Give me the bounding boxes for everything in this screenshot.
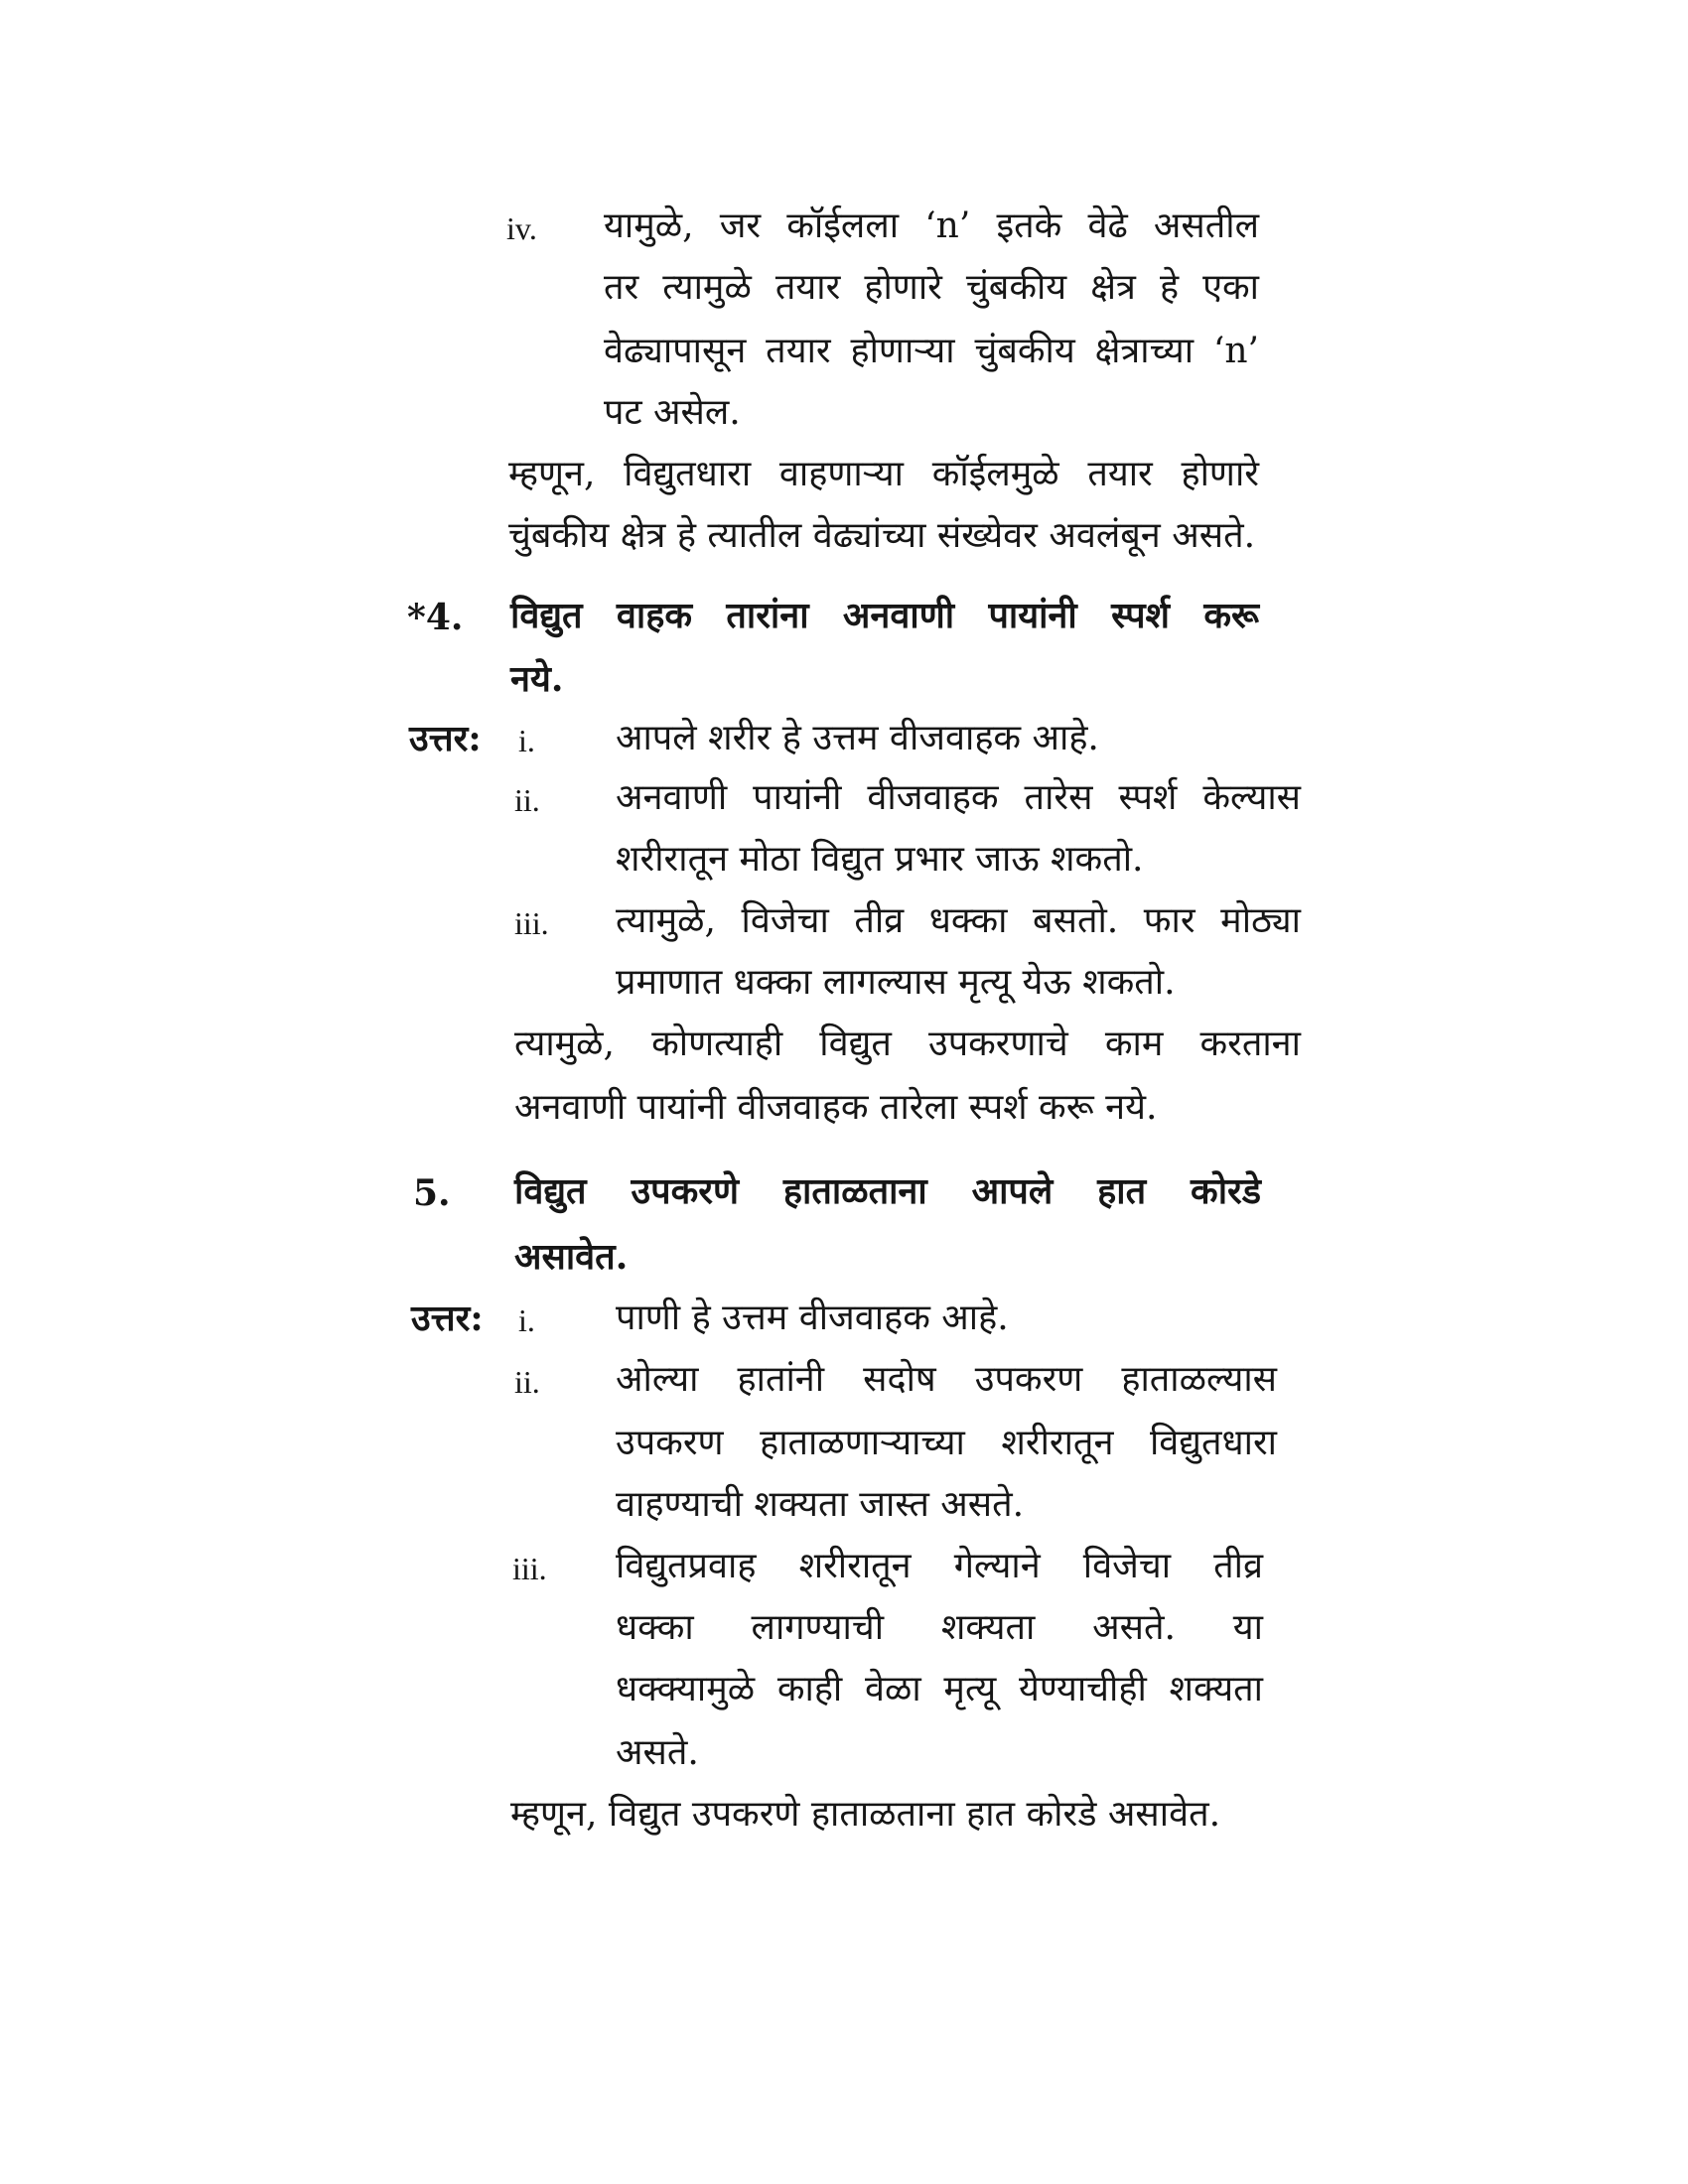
- text-line: तर त्यामुळे तयार होणारे चुंबकीय क्षेत्र हे एका: [604, 267, 1259, 308]
- list-marker: iii.: [514, 905, 549, 941]
- conclusion-line: म्हणून, विद्युत उपकरणे हाताळताना हात कोरडे असावेत.: [510, 1794, 1221, 1835]
- text-line: आपले शरीर हे उत्तम वीजवाहक आहे.: [616, 718, 1099, 758]
- text-line: वाहण्याची शक्यता जास्त असते.: [616, 1484, 1025, 1525]
- list-marker: i.: [518, 723, 535, 758]
- question-number-5: 5.: [413, 1172, 451, 1214]
- list-marker-iv: iv.: [506, 210, 537, 246]
- conclusion-line: म्हणून, विद्युतधारा वाहणाऱ्या कॉईलमुळे तयार होणारे: [508, 454, 1259, 494]
- question-heading: असावेत.: [514, 1236, 629, 1278]
- conclusion-line: अनवाणी पायांनी वीजवाहक तारेला स्पर्श करू नये.: [514, 1087, 1158, 1128]
- text-line: पाणी हे उत्तम वीजवाहक आहे.: [616, 1297, 1009, 1338]
- text-line: अनवाणी पायांनी वीजवाहक तारेस स्पर्श केल्यास: [616, 777, 1301, 818]
- question-heading: विद्युत उपकरणे हाताळताना आपले हात कोरडे: [514, 1170, 1261, 1212]
- text-line: विद्युतप्रवाह शरीरातून गेल्याने विजेचा तीव्र: [616, 1546, 1263, 1586]
- question-heading: नये.: [510, 658, 564, 700]
- conclusion-line: चुंबकीय क्षेत्र हे त्यातील वेढ्यांच्या संख्येवर अवलंबून असते.: [508, 515, 1256, 556]
- list-marker: i.: [518, 1302, 535, 1338]
- text-line: शरीरातून मोठा विद्युत प्रभार जाऊ शकतो.: [616, 839, 1144, 880]
- text-line: उपकरण हाताळणाऱ्याच्या शरीरातून विद्युतधारा: [616, 1423, 1277, 1463]
- text-line: धक्का लागण्याची शक्यता असते. या: [616, 1607, 1263, 1648]
- text-line: ओल्या हातांनी सदोष उपकरण हाताळल्यास: [616, 1359, 1277, 1400]
- text-line: असते.: [616, 1732, 699, 1773]
- answer-label: उत्तर:: [411, 1297, 484, 1339]
- question-number-4: *4.: [407, 597, 464, 638]
- text-line: प्रमाणात धक्का लागल्यास मृत्यू येऊ शकतो.: [616, 962, 1176, 1003]
- list-marker: ii.: [514, 782, 540, 818]
- text-line: यामुळे, जर कॉईलला ‘n’ इतके वेढे असतील: [604, 205, 1259, 246]
- text-line: त्यामुळे, विजेचा तीव्र धक्का बसतो. फार मोठ्या: [616, 900, 1301, 941]
- text-line: धक्क्यामुळे काही वेळा मृत्यू येण्याचीही शक्यता: [616, 1669, 1263, 1709]
- list-marker: iii.: [512, 1551, 547, 1586]
- answer-label: उत्तर:: [409, 718, 482, 759]
- list-marker: ii.: [514, 1364, 540, 1400]
- conclusion-line: त्यामुळे, कोणत्याही विद्युत उपकरणाचे काम करताना: [514, 1024, 1301, 1064]
- question-heading: विद्युत वाहक तारांना अनवाणी पायांनी स्पर्श करू: [510, 595, 1259, 636]
- text-line: वेढ्यापासून तयार होणाऱ्या चुंबकीय क्षेत्राच्या ‘n’: [604, 331, 1259, 371]
- text-line: पट असेल.: [604, 392, 741, 433]
